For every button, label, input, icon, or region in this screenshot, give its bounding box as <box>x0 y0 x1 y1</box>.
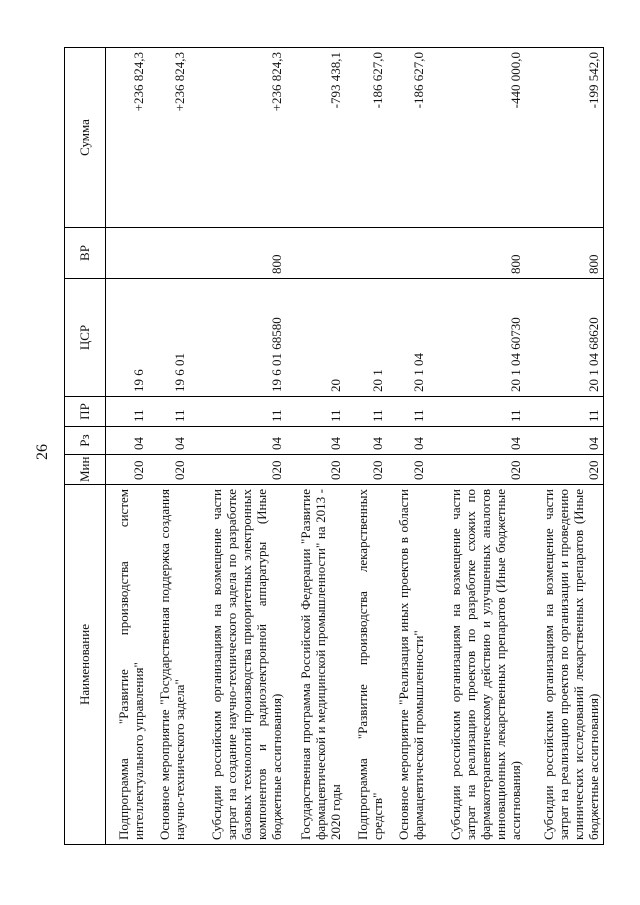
row-vr <box>106 228 148 279</box>
row-pr: 11 <box>525 397 604 427</box>
row-pr: 11 <box>189 397 285 427</box>
table-row <box>189 48 285 845</box>
header-name: Наименование <box>65 485 106 845</box>
table-row <box>345 48 387 845</box>
row-sum: -440 000,0 <box>428 48 524 228</box>
row-rz: 04 <box>286 427 346 455</box>
row-csr: 19 6 01 <box>148 279 190 397</box>
rotated-table-container <box>64 48 604 845</box>
header-rz: Рз <box>65 427 106 455</box>
row-vr <box>345 228 387 279</box>
row-rz: 04 <box>428 427 524 455</box>
row-name: Субсидии российским организациям на возмещение части затрат на реализацию проектов по разработке схожих по фармакотерапевтическому действию и улучшенных аналогов инновационных лекарственных препаратов (Иные бюджетные ассигнования) <box>428 485 524 845</box>
row-name: Основное мероприятие "Реализация иных проектов в области фармацевтической промышленности" <box>387 485 429 845</box>
table-row <box>428 48 524 845</box>
row-sum: +236 824,3 <box>148 48 190 228</box>
row-rz: 04 <box>106 427 148 455</box>
row-min: 020 <box>148 455 190 485</box>
table-row <box>525 48 604 845</box>
row-rz: 04 <box>387 427 429 455</box>
row-name: Субсидии российским организациям на возмещение части затрат на реализацию проектов по организации и проведению клинических исследований лекарственных препаратов (Иные бюджетные ассигнования) <box>525 485 604 845</box>
row-sum: -186 627,0 <box>345 48 387 228</box>
row-csr: 20 1 <box>345 279 387 397</box>
header-min: Мин <box>65 455 106 485</box>
header-sum: Сумма <box>65 48 106 228</box>
row-name: Основное мероприятие "Государственная поддержка создания научно-технического задела" <box>148 485 190 845</box>
table-row <box>148 48 190 845</box>
row-sum: -199 542,0 <box>525 48 604 228</box>
row-vr: 800 <box>525 228 604 279</box>
row-name: Подпрограмма "Развитие производства лекарственных средств" <box>345 485 387 845</box>
row-min: 020 <box>286 455 346 485</box>
page-number: 26 <box>34 444 51 460</box>
row-csr: 20 1 04 <box>387 279 429 397</box>
row-rz: 04 <box>525 427 604 455</box>
row-pr: 11 <box>428 397 524 427</box>
row-min: 020 <box>525 455 604 485</box>
row-min: 020 <box>387 455 429 485</box>
row-min: 020 <box>345 455 387 485</box>
header-pr: ПР <box>65 397 106 427</box>
row-vr: 800 <box>189 228 285 279</box>
row-csr: 20 <box>286 279 346 397</box>
row-pr: 11 <box>387 397 429 427</box>
row-sum: +236 824,3 <box>106 48 148 228</box>
row-pr: 11 <box>106 397 148 427</box>
row-name: Субсидии российским организациям на возмещение части затрат на создание научно-технического задела по разработке базовых технологий производства приоритетных электронных компонентов и радиоэлектронной аппаратуры (Иные бюджетные ассигнования) <box>189 485 285 845</box>
row-name: Государственная программа Российской Федерации "Развитие фармацевтической и медицинской промышленности" на 2013 - 2020 годы <box>286 485 346 845</box>
table-row <box>106 48 148 845</box>
row-sum: -186 627,0 <box>387 48 429 228</box>
row-vr <box>387 228 429 279</box>
row-sum: +236 824,3 <box>189 48 285 228</box>
row-min: 020 <box>189 455 285 485</box>
table-row <box>387 48 429 845</box>
budget-table <box>64 47 604 845</box>
table-header-row <box>65 48 106 845</box>
header-csr: ЦСР <box>65 279 106 397</box>
row-sum: -793 438,1 <box>286 48 346 228</box>
row-pr: 11 <box>148 397 190 427</box>
row-pr: 11 <box>286 397 346 427</box>
row-pr: 11 <box>345 397 387 427</box>
row-rz: 04 <box>148 427 190 455</box>
row-name: Подпрограмма "Развитие производства систем интеллектуального управления" <box>106 485 148 845</box>
row-vr <box>148 228 190 279</box>
row-min: 020 <box>106 455 148 485</box>
header-vr: ВР <box>65 228 106 279</box>
row-csr: 20 1 04 60730 <box>428 279 524 397</box>
row-rz: 04 <box>189 427 285 455</box>
row-csr: 19 6 <box>106 279 148 397</box>
row-csr: 20 1 04 68620 <box>525 279 604 397</box>
row-rz: 04 <box>345 427 387 455</box>
row-min: 020 <box>428 455 524 485</box>
row-vr <box>286 228 346 279</box>
row-csr: 19 6 01 68580 <box>189 279 285 397</box>
row-vr: 800 <box>428 228 524 279</box>
table-row <box>286 48 346 845</box>
